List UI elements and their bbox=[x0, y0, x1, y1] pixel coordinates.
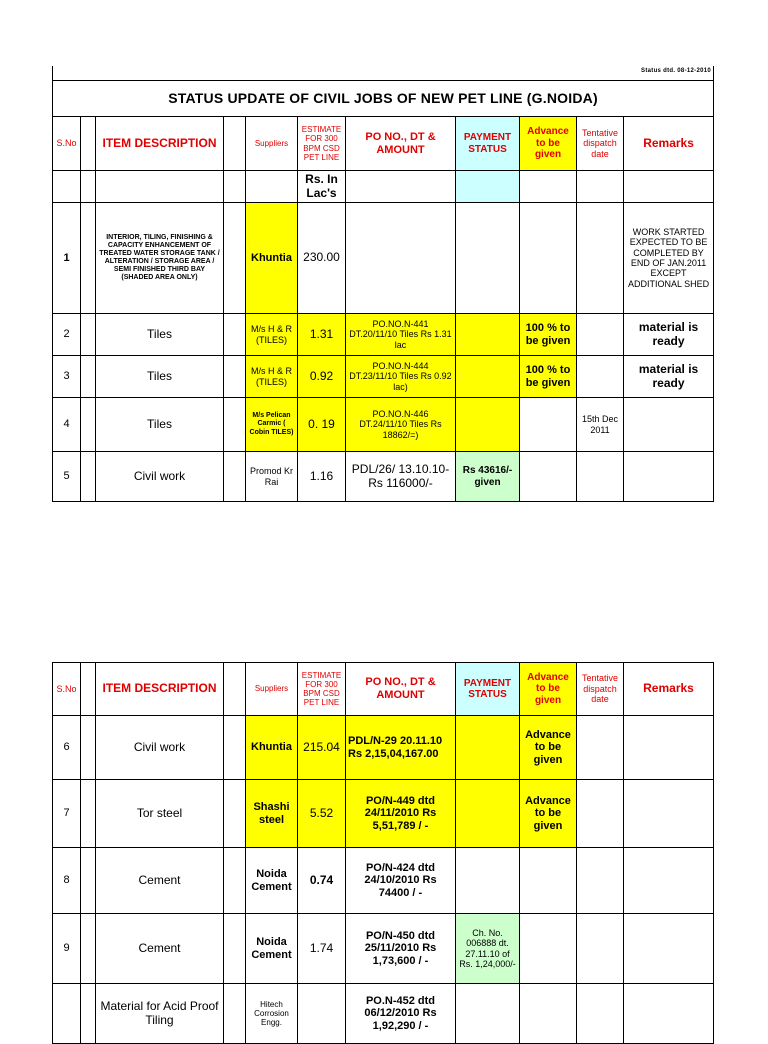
row-supplier: Noida Cement bbox=[246, 848, 298, 914]
row-item: Material for Acid Proof Tiling bbox=[96, 984, 224, 1044]
row-po: PO.NO.N-444 DT.23/11/10 Tiles Rs 0.92 lac) bbox=[346, 356, 456, 398]
row-item: Tiles bbox=[96, 398, 224, 452]
row-advance bbox=[520, 203, 577, 314]
row-po: PO/N-450 dtd 25/11/2010 Rs 1,73,600 / - bbox=[346, 914, 456, 984]
header-suppliers: Suppliers bbox=[246, 663, 298, 716]
row-remarks bbox=[624, 914, 714, 984]
header-suppliers: Suppliers bbox=[246, 117, 298, 171]
row-dispatch bbox=[577, 848, 624, 914]
row-dispatch bbox=[577, 356, 624, 398]
header-blank bbox=[224, 663, 246, 716]
row-estimate bbox=[298, 984, 346, 1044]
row-payment bbox=[456, 848, 520, 914]
header-po: PO NO., DT & AMOUNT bbox=[346, 117, 456, 171]
header-remarks: Remarks bbox=[624, 117, 714, 171]
row-po: PO.NO.N-446 DT.24/11/10 Tiles Rs 18862/=) bbox=[346, 398, 456, 452]
table-row bbox=[53, 914, 714, 984]
row-advance: 100 % to be given bbox=[520, 314, 577, 356]
row-dispatch bbox=[577, 314, 624, 356]
header-advance: Advance to be given bbox=[520, 663, 577, 716]
row-item: Cement bbox=[96, 914, 224, 984]
header-payment: PAYMENT STATUS bbox=[456, 663, 520, 716]
row-estimate: 0. 19 bbox=[298, 398, 346, 452]
row-remarks: material is ready bbox=[624, 356, 714, 398]
row-payment: Rs 43616/- given bbox=[456, 452, 520, 502]
table-row bbox=[53, 203, 714, 314]
row-dispatch bbox=[577, 203, 624, 314]
status-table-2 bbox=[52, 662, 714, 1044]
row-estimate: 0.74 bbox=[298, 848, 346, 914]
row-supplier: Khuntia bbox=[246, 716, 298, 780]
row-supplier: M/s H & R (TILES) bbox=[246, 356, 298, 398]
row-sno: 2 bbox=[53, 314, 81, 356]
row-po: PO/N-424 dtd 24/10/2010 Rs 74400 / - bbox=[346, 848, 456, 914]
row-remarks: WORK STARTED EXPECTED TO BE COMPLETED BY END OF JAN.2011 EXCEPT ADDITIONAL SHED bbox=[624, 203, 714, 314]
row-payment bbox=[456, 398, 520, 452]
row-payment bbox=[456, 780, 520, 848]
row-po: PO/N-449 dtd 24/11/2010 Rs 5,51,789 / - bbox=[346, 780, 456, 848]
header-item: ITEM DESCRIPTION bbox=[96, 663, 224, 716]
header-item: ITEM DESCRIPTION bbox=[96, 117, 224, 171]
row-supplier: Khuntia bbox=[246, 203, 298, 314]
header-estimate: ESTIMATE FOR 300 BPM CSD PET LINE bbox=[298, 663, 346, 716]
row-sno: 4 bbox=[53, 398, 81, 452]
row-po bbox=[346, 203, 456, 314]
row-supplier: Promod Kr Rai bbox=[246, 452, 298, 502]
row-sno: 9 bbox=[53, 914, 81, 984]
row-estimate: 230.00 bbox=[298, 203, 346, 314]
row-dispatch bbox=[577, 984, 624, 1044]
header-dispatch: Tentative dispatch date bbox=[577, 663, 624, 716]
row-payment bbox=[456, 716, 520, 780]
table-row bbox=[53, 356, 714, 398]
row-po: PDL/26/ 13.10.10- Rs 116000/- bbox=[346, 452, 456, 502]
row-dispatch bbox=[577, 452, 624, 502]
row-sno bbox=[53, 984, 81, 1044]
row-payment bbox=[456, 314, 520, 356]
header-row bbox=[53, 117, 714, 171]
row-supplier: M/s H & R (TILES) bbox=[246, 314, 298, 356]
row-sno: 1 bbox=[53, 203, 81, 314]
row-remarks: material is ready bbox=[624, 314, 714, 356]
row-estimate: 215.04 bbox=[298, 716, 346, 780]
row-sno: 5 bbox=[53, 452, 81, 502]
row-advance: 100 % to be given bbox=[520, 356, 577, 398]
row-item: Tiles bbox=[96, 356, 224, 398]
table-row bbox=[53, 398, 714, 452]
row-estimate: 0.92 bbox=[298, 356, 346, 398]
row-sno: 8 bbox=[53, 848, 81, 914]
header-payment: PAYMENT STATUS bbox=[456, 117, 520, 171]
row-advance bbox=[520, 398, 577, 452]
table-row bbox=[53, 716, 714, 780]
row-supplier: Hitech Corrosion Engg. bbox=[246, 984, 298, 1044]
row-remarks bbox=[624, 848, 714, 914]
row-sno: 3 bbox=[53, 356, 81, 398]
table-row bbox=[53, 848, 714, 914]
row-po: PDL/N-29 20.11.10 Rs 2,15,04,167.00 bbox=[346, 716, 456, 780]
title-row bbox=[53, 81, 714, 117]
table-row bbox=[53, 780, 714, 848]
row-dispatch: 15th Dec 2011 bbox=[577, 398, 624, 452]
row-advance bbox=[520, 914, 577, 984]
row-po: PO.NO.N-441 DT.20/11/10 Tiles Rs 1.31 lac bbox=[346, 314, 456, 356]
units-estimate: Rs. In Lac's bbox=[298, 171, 346, 203]
header-sno: S.No bbox=[53, 117, 81, 171]
header-blank bbox=[81, 117, 96, 171]
row-advance bbox=[520, 452, 577, 502]
row-item: Cement bbox=[96, 848, 224, 914]
row-sno: 6 bbox=[53, 716, 81, 780]
header-advance: Advance to be given bbox=[520, 117, 577, 171]
row-supplier: Noida Cement bbox=[246, 914, 298, 984]
row-po: PO.N-452 dtd 06/12/2010 Rs 1,92,290 / - bbox=[346, 984, 456, 1044]
row-estimate: 5.52 bbox=[298, 780, 346, 848]
row-item: Tiles bbox=[96, 314, 224, 356]
status-date-box bbox=[52, 66, 714, 80]
page-title: STATUS UPDATE OF CIVIL JOBS OF NEW PET LINE (G.NOIDA) bbox=[53, 81, 714, 117]
row-item: Civil work bbox=[96, 452, 224, 502]
row-dispatch bbox=[577, 716, 624, 780]
row-supplier: M/s Pelican Carmic ( Cobin TILES) bbox=[246, 398, 298, 452]
row-estimate: 1.31 bbox=[298, 314, 346, 356]
row-payment bbox=[456, 984, 520, 1044]
row-advance: Advance to be given bbox=[520, 716, 577, 780]
row-payment bbox=[456, 203, 520, 314]
header-dispatch: Tentative dispatch date bbox=[577, 117, 624, 171]
table-row bbox=[53, 452, 714, 502]
row-supplier: Shashi steel bbox=[246, 780, 298, 848]
row-remarks bbox=[624, 984, 714, 1044]
header-sno: S.No bbox=[53, 663, 81, 716]
table-row bbox=[53, 314, 714, 356]
row-dispatch bbox=[577, 780, 624, 848]
row-sno: 7 bbox=[53, 780, 81, 848]
header-blank bbox=[81, 663, 96, 716]
row-remarks bbox=[624, 716, 714, 780]
row-item: Civil work bbox=[96, 716, 224, 780]
header-row bbox=[53, 663, 714, 716]
row-remarks bbox=[624, 452, 714, 502]
table-row bbox=[53, 984, 714, 1044]
row-item: Tor steel bbox=[96, 780, 224, 848]
header-po: PO NO., DT & AMOUNT bbox=[346, 663, 456, 716]
units-row bbox=[53, 171, 714, 203]
header-remarks: Remarks bbox=[624, 663, 714, 716]
row-dispatch bbox=[577, 914, 624, 984]
row-estimate: 1.16 bbox=[298, 452, 346, 502]
row-advance bbox=[520, 848, 577, 914]
header-blank bbox=[224, 117, 246, 171]
row-advance: Advance to be given bbox=[520, 780, 577, 848]
header-estimate: ESTIMATE FOR 300 BPM CSD PET LINE bbox=[298, 117, 346, 171]
row-remarks bbox=[624, 780, 714, 848]
row-estimate: 1.74 bbox=[298, 914, 346, 984]
row-item: INTERIOR, TILING, FINISHING & CAPACITY ENHANCEMENT OF TREATED WATER STORAGE TANK / ALTERATION / STORAGE AREA / SEMI FINISHED THIRD BAY (SHADED AREA ONLY) bbox=[96, 203, 224, 314]
status-table-1 bbox=[52, 80, 714, 502]
row-payment: Ch. No. 006888 dt. 27.11.10 of Rs. 1,24,000/- bbox=[456, 914, 520, 984]
status-date: Status dtd. 08-12-2010 bbox=[641, 68, 711, 74]
row-payment bbox=[456, 356, 520, 398]
row-advance bbox=[520, 984, 577, 1044]
row-remarks bbox=[624, 398, 714, 452]
